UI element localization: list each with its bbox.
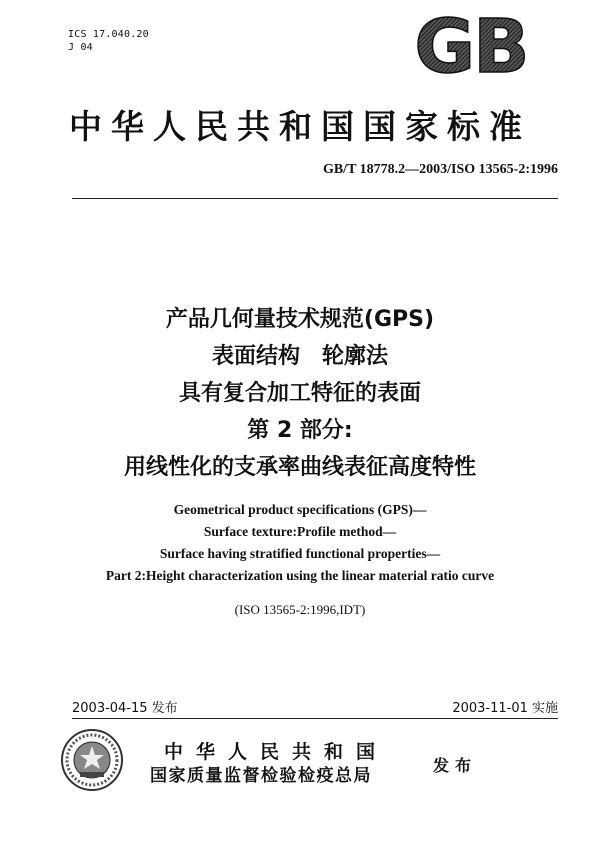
chinese-title (0, 301, 600, 486)
english-title-line: Surface texture:Profile method— (203, 524, 397, 539)
english-title-line: Part 2:Height characterization using the linear material ratio curve (105, 568, 495, 583)
top-divider (72, 198, 558, 199)
english-title (0, 499, 600, 587)
english-title-line: Surface having stratified functional properties— (159, 546, 441, 561)
chinese-title-line: 用线性化的支承率曲线表征高度特性 (123, 455, 476, 480)
chinese-title-line: 产品几何量技术规范(GPS) (165, 307, 435, 332)
chinese-title-line: 第 2 部分: (247, 418, 353, 443)
issue-date: 2003-04-15 发布 (72, 701, 178, 716)
english-title-line: Geometrical product specifications (GPS)— (173, 502, 427, 517)
national-standard-title: 中华人民共和国国家标准 (69, 107, 531, 146)
issuing-authority (150, 740, 388, 788)
issuer-country: 中华人民共和国 (164, 741, 389, 763)
ics-code: ICS 17.040.20 (68, 29, 149, 40)
gb-logo (409, 10, 533, 80)
svg-text:GB: GB (414, 10, 528, 80)
national-emblem-icon (60, 728, 124, 792)
issuer-agency: 国家质量监督检验检疫总局 (150, 766, 372, 786)
ccs-code: J 04 (68, 42, 93, 53)
implementation-date: 2003-11-01 实施 (452, 701, 558, 716)
chinese-title-line: 具有复合加工特征的表面 (178, 381, 421, 406)
standard-number: GB/T 18778.2—2003/ISO 13565-2:1996 (322, 162, 558, 177)
classification-codes (68, 28, 149, 54)
publish-label: 发布 (433, 756, 478, 775)
iso-reference: (ISO 13565-2:1996,IDT) (234, 602, 366, 617)
chinese-title-line: 表面结构 轮廓法 (211, 344, 388, 369)
bottom-divider (72, 718, 558, 719)
